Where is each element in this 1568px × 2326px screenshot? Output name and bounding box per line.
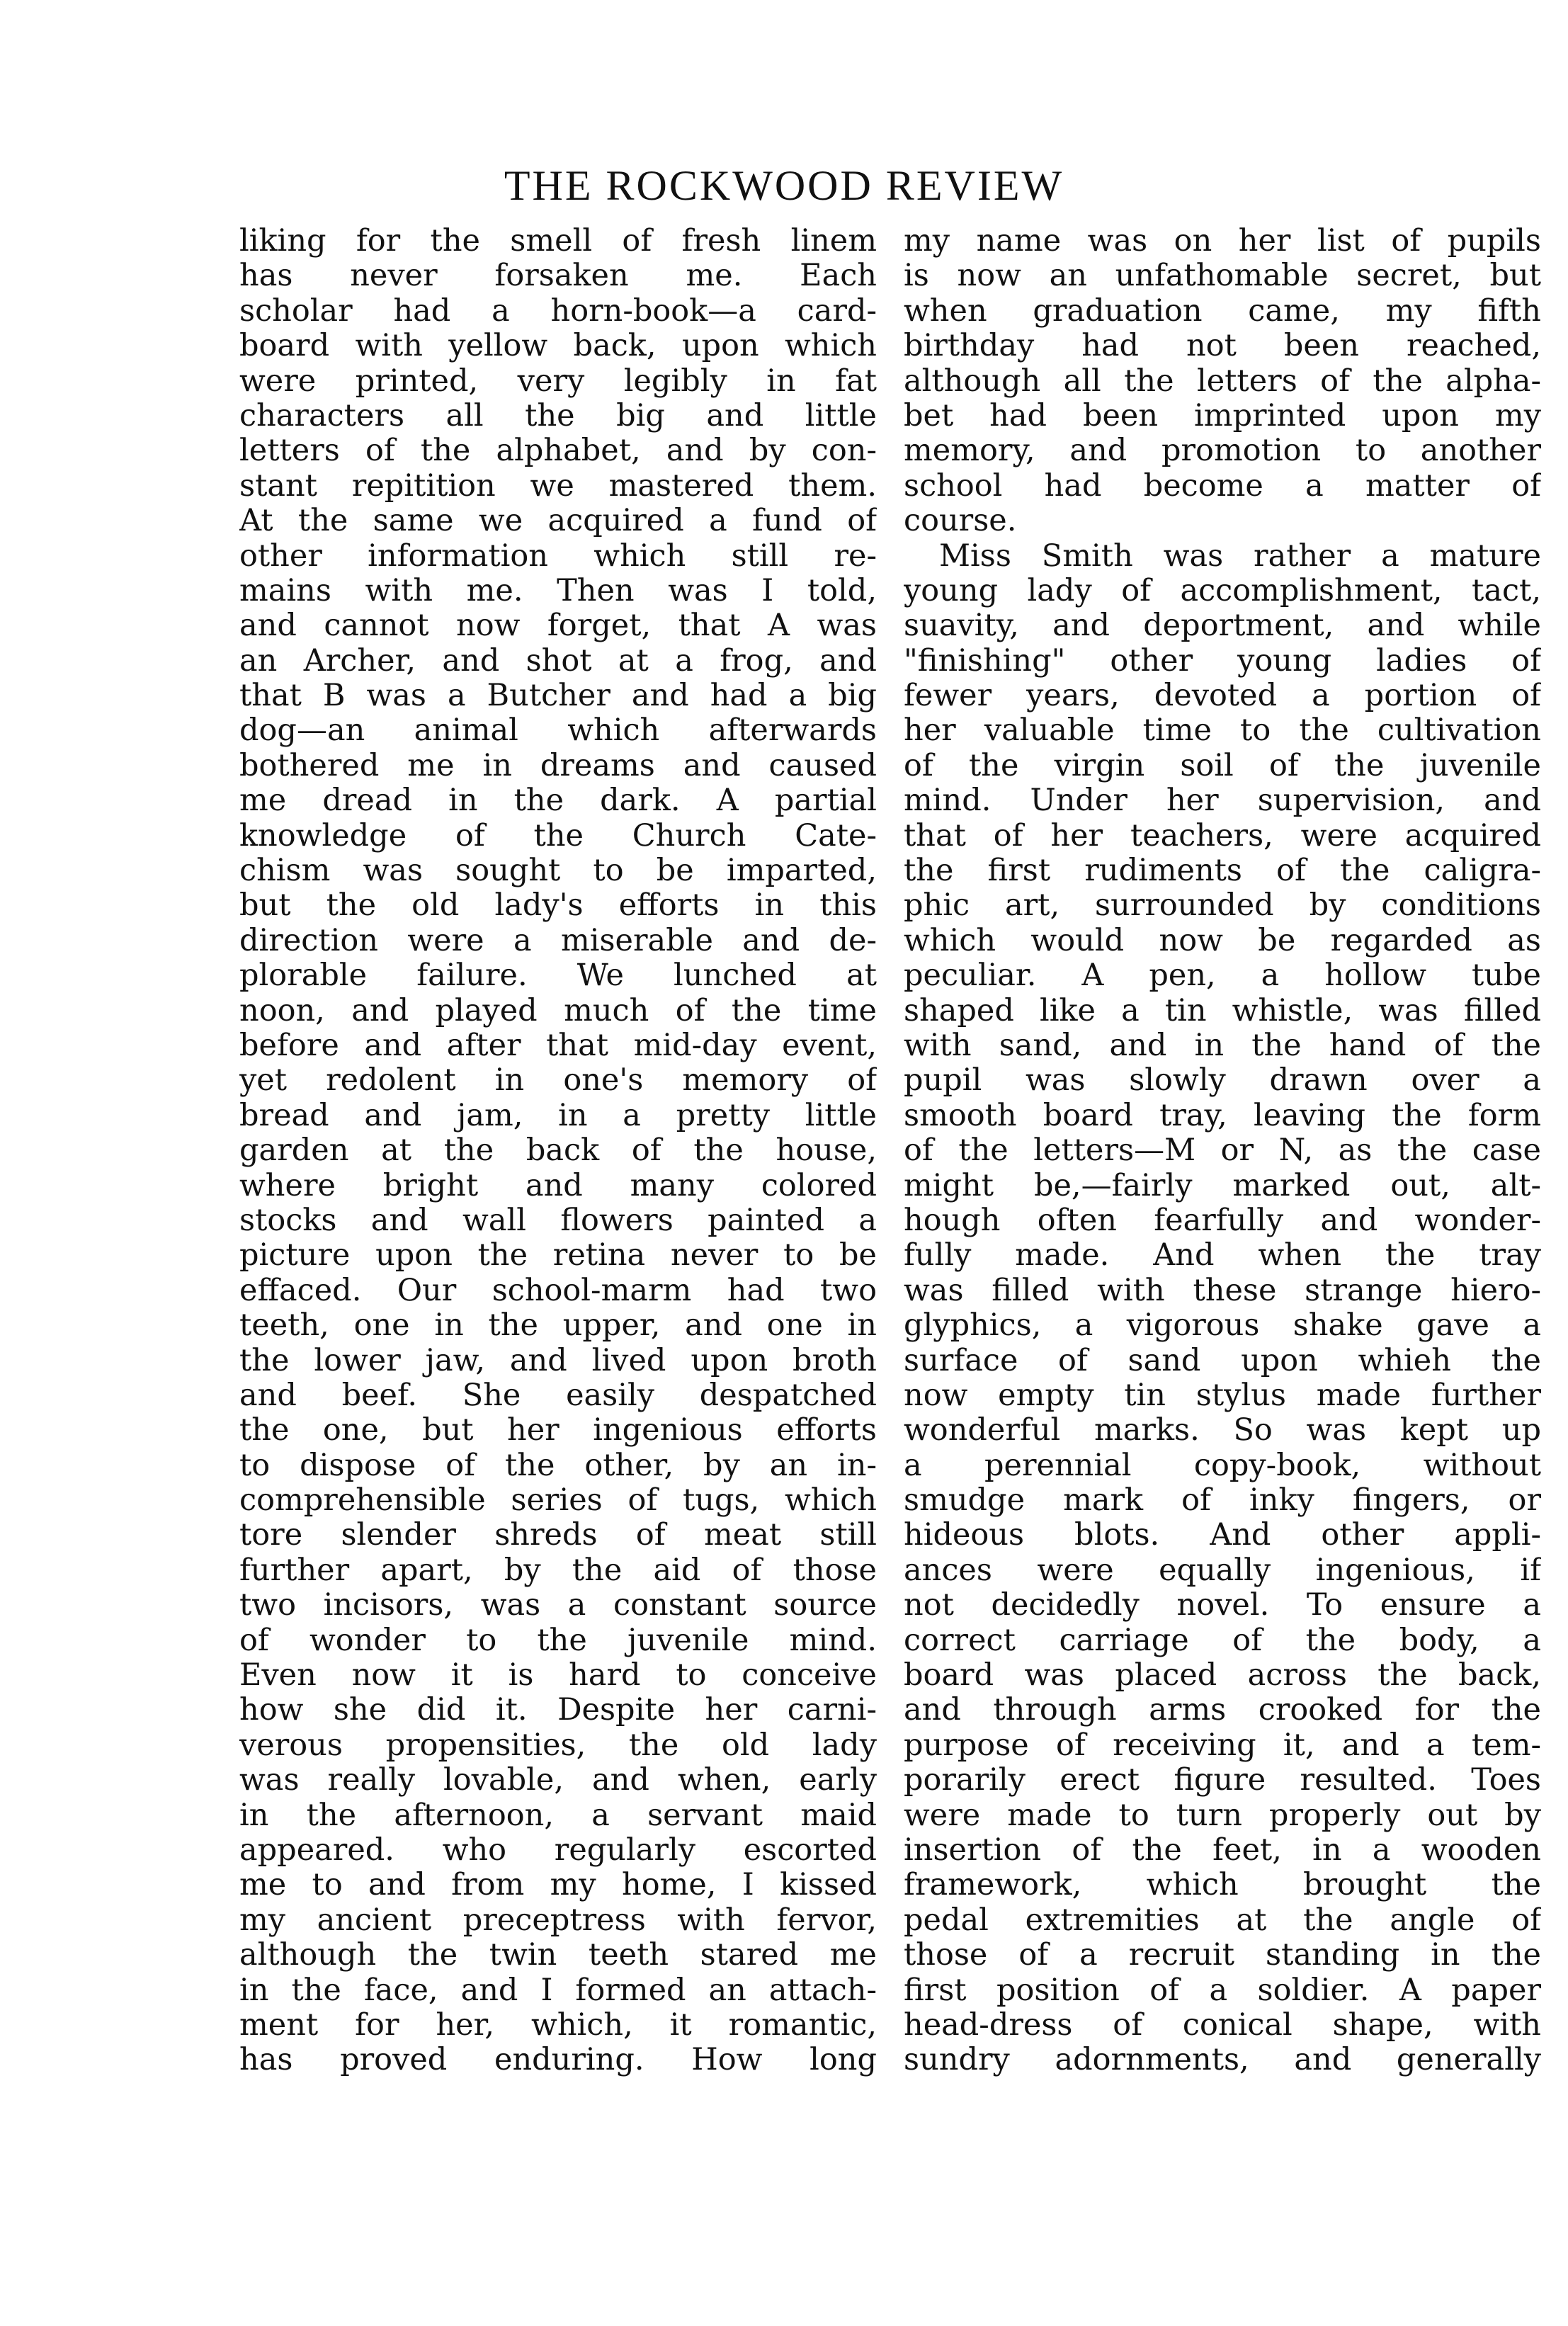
right-column-line: is now an unfathomable secret, but [904, 259, 1541, 294]
left-column-line: comprehensible series of tugs, which [239, 1483, 877, 1519]
right-column-line: Miss Smith was rather a mature [939, 538, 1541, 574]
left-column-line: has never forsaken me. Each [239, 259, 877, 294]
left-column-line: direction were a miserable and de- [239, 923, 877, 958]
right-column-line: ances were equally ingenious, if [904, 1553, 1541, 1588]
left-column-line: and cannot now forget, that A was [239, 608, 877, 644]
right-column-line: my name was on her list of pupils [904, 224, 1541, 259]
right-column-line: of the letters—M or N, as the case [904, 1133, 1541, 1169]
right-column-line: bet had been imprinted upon my [904, 398, 1541, 433]
right-column-line: her valuable time to the cultivation [904, 713, 1541, 749]
right-column-line: now empty tin stylus made further [904, 1378, 1541, 1413]
right-column-line: might be,—fairly marked out, alt- [904, 1168, 1541, 1203]
right-column-line: sundry adornments, and generally [904, 2043, 1541, 2078]
right-column-line: hideous blots. And other appli- [904, 1518, 1541, 1553]
left-column-line: letters of the alphabet, and by con- [239, 433, 877, 469]
right-column-line: pupil was slowly drawn over a [904, 1063, 1541, 1099]
left-column-line: bread and jam, in a pretty little [239, 1098, 877, 1133]
right-column-line: suavity, and deportment, and while [904, 608, 1541, 644]
right-column-line: birthday had not been reached, [904, 329, 1541, 364]
right-column-line: hough often fearfully and wonder- [904, 1203, 1541, 1238]
right-column-line: "finishing" other young ladies of [904, 643, 1541, 679]
right-column-line: shaped like a tin whistle, was filled [904, 993, 1541, 1028]
left-column-line: that B was a Butcher and had a big [239, 679, 877, 714]
left-column-line: mains with me. Then was I told, [239, 573, 877, 608]
left-column-line: was really lovable, and when, early [239, 1763, 877, 1798]
right-column-line: smudge mark of inky fingers, or [904, 1483, 1541, 1519]
right-column-line: pedal extremities at the angle of [904, 1902, 1541, 1938]
right-column-line: and through arms crooked for the [904, 1693, 1541, 1728]
left-column-line: me to and from my home, I kissed [239, 1868, 877, 1903]
left-column-line: but the old lady's efforts in this [239, 888, 877, 924]
left-column-line: stant repitition we mastered them. [239, 468, 877, 504]
right-column-line: a perennial copy-book, without [904, 1448, 1541, 1483]
right-column-line: smooth board tray, leaving the form [904, 1098, 1541, 1133]
left-column-line: to dispose of the other, by an in- [239, 1448, 877, 1483]
right-column-line: not decidedly novel. To ensure a [904, 1588, 1541, 1623]
left-column-line: board with yellow back, upon which [239, 329, 877, 364]
left-column-line: liking for the smell of fresh linem [239, 224, 877, 259]
right-column-line: were made to turn properly out by [904, 1798, 1541, 1833]
left-column-line: tore slender shreds of meat still [239, 1518, 877, 1553]
left-column-line: before and after that mid-day event, [239, 1028, 877, 1063]
left-column-line: an Archer, and shot at a frog, and [239, 643, 877, 679]
right-column-line: porarily erect figure resulted. Toes [904, 1763, 1541, 1798]
right-column [904, 224, 1541, 2078]
left-column-line: were printed, very legibly in fat [239, 363, 877, 399]
left-column-line: ment for her, which, it romantic, [239, 2007, 877, 2043]
left-column-line: in the afternoon, a servant maid [239, 1798, 877, 1833]
left-column-line: noon, and played much of the time [239, 993, 877, 1028]
right-column-line: was filled with these strange hiero- [904, 1273, 1541, 1308]
right-column-line: mind. Under her supervision, and [904, 783, 1541, 819]
left-column-line: where bright and many colored [239, 1168, 877, 1203]
right-column-line: insertion of the feet, in a wooden [904, 1832, 1541, 1868]
left-column-line: me dread in the dark. A partial [239, 783, 877, 819]
right-column-line: that of her teachers, were acquired [904, 818, 1541, 853]
left-column-line: plorable failure. We lunched at [239, 958, 877, 994]
left-column-line: picture upon the retina never to be [239, 1238, 877, 1273]
left-column-line: yet redolent in one's memory of [239, 1063, 877, 1099]
right-column-line: board was placed across the back, [904, 1658, 1541, 1694]
left-column-line: stocks and wall flowers painted a [239, 1203, 877, 1238]
left-column-line: garden at the back of the house, [239, 1133, 877, 1169]
left-column-line: teeth, one in the upper, and one in [239, 1308, 877, 1344]
left-column-line: although the twin teeth stared me [239, 1938, 877, 1973]
left-column-line: how she did it. Despite her carni- [239, 1693, 877, 1728]
left-column-line: effaced. Our school-marm had two [239, 1273, 877, 1308]
left-column-line: two incisors, was a constant source [239, 1588, 877, 1623]
left-column-line: knowledge of the Church Cate- [239, 818, 877, 853]
left-column-line: the one, but her ingenious efforts [239, 1413, 877, 1448]
right-column-line: of the virgin soil of the juvenile [904, 748, 1541, 783]
right-column-line: fewer years, devoted a portion of [904, 679, 1541, 714]
right-column-line: course. [904, 504, 1017, 539]
left-column-line: chism was sought to be imparted, [239, 853, 877, 889]
right-column-line: young lady of accomplishment, tact, [904, 573, 1541, 608]
right-column-line: framework, which brought the [904, 1868, 1541, 1903]
left-column-line: characters all the big and little [239, 398, 877, 433]
left-column-line: appeared. who regularly escorted [239, 1832, 877, 1868]
left-column-line: my ancient preceptress with fervor, [239, 1902, 877, 1938]
left-column-line: Even now it is hard to conceive [239, 1658, 877, 1694]
right-column-line: phic art, surrounded by conditions [904, 888, 1541, 924]
right-column-line: fully made. And when the tray [904, 1238, 1541, 1273]
left-column-line: the lower jaw, and lived upon broth [239, 1343, 877, 1378]
left-column-line: At the same we acquired a fund of [239, 504, 877, 539]
right-column-line: wonderful marks. So was kept up [904, 1413, 1541, 1448]
left-column-line: has proved enduring. How long [239, 2043, 877, 2078]
right-column-line: peculiar. A pen, a hollow tube [904, 958, 1541, 994]
right-column-line: glyphics, a vigorous shake gave a [904, 1308, 1541, 1344]
left-column-line: verous propensities, the old lady [239, 1728, 877, 1763]
right-column-line: school had become a matter of [904, 468, 1541, 504]
right-column-line: surface of sand upon whieh the [904, 1343, 1541, 1378]
left-column-line: further apart, by the aid of those [239, 1553, 877, 1588]
left-column-line: of wonder to the juvenile mind. [239, 1623, 877, 1658]
right-column-line: although all the letters of the alpha- [904, 363, 1541, 399]
right-column-line: head-dress of conical shape, with [904, 2007, 1541, 2043]
right-column-line: which would now be regarded as [904, 923, 1541, 958]
right-column-line: with sand, and in the hand of the [904, 1028, 1541, 1063]
right-column-line: the first rudiments of the caligra- [904, 853, 1541, 889]
left-column-line: and beef. She easily despatched [239, 1378, 877, 1413]
left-column-line: scholar had a horn-book—a card- [239, 293, 877, 329]
left-column-line: bothered me in dreams and caused [239, 748, 877, 783]
right-column-line: first position of a soldier. A paper [904, 1973, 1541, 2008]
right-column-line: correct carriage of the body, a [904, 1623, 1541, 1658]
running-head: THE ROCKWOOD REVIEW [504, 162, 1064, 209]
right-column-line: those of a recruit standing in the [904, 1938, 1541, 1973]
left-column-line: other information which still re- [239, 538, 877, 574]
right-column-line: when graduation came, my fifth [904, 293, 1541, 329]
left-column [239, 224, 877, 2078]
right-column-line: purpose of receiving it, and a tem- [904, 1728, 1541, 1763]
left-column-line: in the face, and I formed an attach- [239, 1973, 877, 2008]
right-column-line: memory, and promotion to another [904, 433, 1541, 469]
left-column-line: dog—an animal which afterwards [239, 713, 877, 749]
